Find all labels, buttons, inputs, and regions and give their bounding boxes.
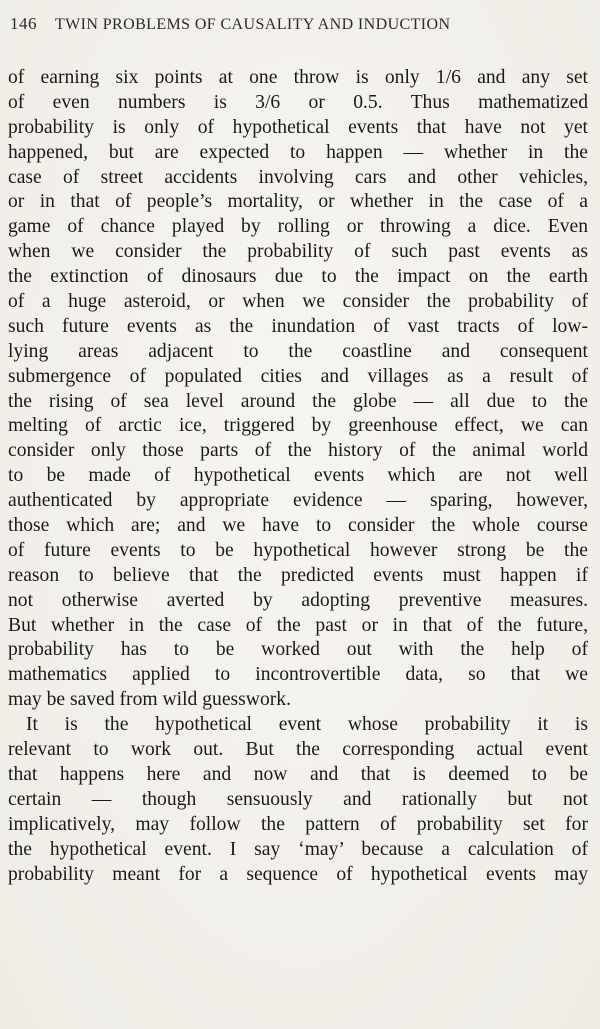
text-line: the hypothetical event. I say ‘may’ because a calculation of — [8, 838, 588, 860]
text-line: not otherwise averted by adopting preventive measures. — [8, 589, 588, 611]
text-line: certain — though sensuously and rationally but not — [8, 788, 588, 810]
text-line: those which are; and we have to consider the whole course — [8, 515, 588, 537]
text-line: implicatively, may follow the pattern of probability set for — [8, 813, 588, 835]
text-line: happened, but are expected to happen — whether in the — [8, 141, 588, 163]
text-line: reason to believe that the predicted events must happen if — [8, 564, 588, 586]
text-line: or in that of people’s mortality, or whether in the case of a — [8, 191, 588, 213]
text-line: submergence of populated cities and villages as a result of — [8, 365, 588, 387]
text-line: mathematics applied to incontrovertible data, so that we — [8, 664, 588, 686]
text-line: of earning six points at one throw is only 1/6 and any set — [8, 67, 588, 88]
text-line: the rising of sea level around the globe — all due to the — [8, 390, 588, 412]
paragraph-2 — [8, 713, 588, 887]
text-line: probability has to be worked out with the help of — [8, 639, 588, 661]
paragraph-1 — [8, 66, 588, 713]
text-line: of future events to be hypothetical however strong be the — [8, 539, 588, 561]
text-line: that happens here and now and that is deemed to be — [8, 763, 588, 785]
text-line: case of street accidents involving cars and other vehicles, — [8, 166, 588, 188]
text-line: when we consider the probability of such past events as — [8, 241, 588, 263]
text-line: consider only those parts of the history of the animal world — [8, 440, 588, 462]
text-line: lying areas adjacent to the coastline and consequent — [8, 340, 588, 362]
text-line: of even numbers is 3/6 or 0.5. Thus mathematized — [8, 91, 588, 113]
text-line: relevant to work out. But the corresponding actual event — [8, 739, 588, 761]
text-line: probability meant for a sequence of hypothetical events may — [8, 863, 588, 885]
page-number: 146 — [10, 14, 37, 33]
text-line: game of chance played by rolling or throwing a dice. Even — [8, 216, 588, 238]
page-header — [10, 14, 590, 40]
text-line: the extinction of dinosaurs due to the impact on the earth — [8, 266, 588, 288]
text-line: melting of arctic ice, triggered by greenhouse effect, we can — [8, 415, 588, 437]
text-line: probability is only of hypothetical events that have not yet — [8, 116, 588, 138]
running-head: TWIN PROBLEMS OF CAUSALITY AND INDUCTION — [55, 16, 451, 33]
text-line: of a huge asteroid, or when we consider the probability of — [8, 291, 588, 313]
body-text — [8, 66, 588, 887]
text-line: to be made of hypothetical events which are not well — [8, 465, 588, 487]
text-line: authenticated by appropriate evidence — sparing, however, — [8, 490, 588, 512]
text-line: But whether in the case of the past or in that of the future, — [8, 614, 588, 636]
text-line: may be saved from wild guesswork. — [8, 689, 291, 711]
text-line: It is the hypothetical event whose probability it is — [26, 714, 588, 736]
text-line: such future events as the inundation of vast tracts of low- — [8, 315, 588, 337]
